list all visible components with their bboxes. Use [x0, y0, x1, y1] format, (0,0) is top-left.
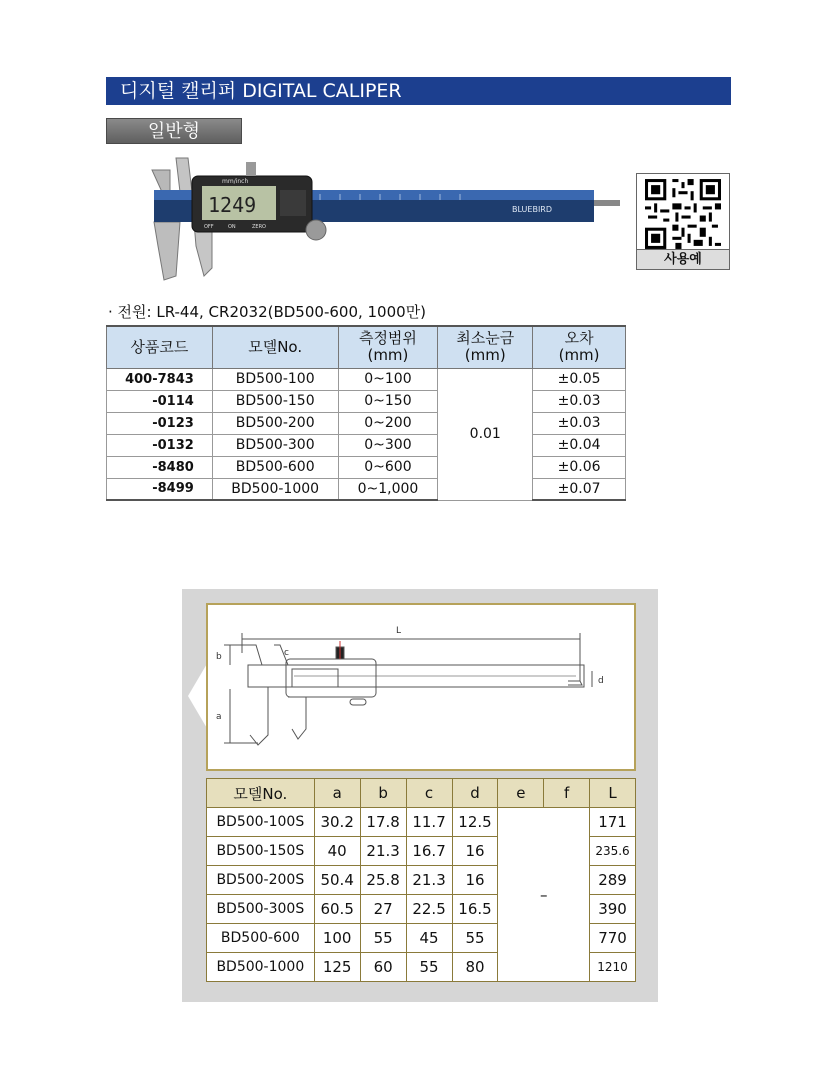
header-range: 측정범위 (mm) [338, 326, 438, 368]
dim-a: 100 [314, 924, 360, 953]
spec-table [106, 325, 626, 501]
tolerance: ±0.03 [533, 412, 626, 434]
measuring-range: 0~200 [338, 412, 438, 434]
on-label: ON [228, 224, 236, 230]
model-no: BD500-100 [212, 368, 338, 390]
table-row [107, 412, 626, 434]
zero-label: ZERO [252, 224, 266, 230]
dim-c: 11.7 [406, 808, 452, 837]
dim-d: 55 [452, 924, 498, 953]
category-tag: 일반형 [106, 118, 242, 144]
dim-a: 60.5 [314, 895, 360, 924]
product-code: -0132 [107, 434, 213, 456]
dim-d: 16.5 [452, 895, 498, 924]
qr-code-box[interactable] [636, 173, 730, 270]
dim-b: 27 [360, 895, 406, 924]
dim-b: 55 [360, 924, 406, 953]
spec-header-row [107, 326, 626, 368]
resolution-value: 0.01 [438, 368, 533, 500]
header-L: L [590, 779, 636, 808]
brand-label: BLUEBIRD [512, 205, 553, 214]
table-row [107, 390, 626, 412]
product-code: -8499 [107, 478, 213, 500]
tolerance: ±0.03 [533, 390, 626, 412]
model-no: BD500-600 [212, 456, 338, 478]
header-e: e [498, 779, 544, 808]
measuring-range: 0~600 [338, 456, 438, 478]
dim-L: 235.6 [590, 837, 636, 866]
model-no: BD500-1000 [212, 478, 338, 500]
dim-L: 770 [590, 924, 636, 953]
header-model: 모델No. [207, 779, 315, 808]
dim-a: 40 [314, 837, 360, 866]
dim-d: 16 [452, 866, 498, 895]
qr-code-icon [645, 179, 721, 249]
header-a: a [314, 779, 360, 808]
product-code: -0123 [107, 412, 213, 434]
header-d: d [452, 779, 498, 808]
dimension-table [206, 778, 636, 982]
product-code: -8480 [107, 456, 213, 478]
model-no: BD500-200 [212, 412, 338, 434]
dim-a: 50.4 [314, 866, 360, 895]
dim-c: 45 [406, 924, 452, 953]
table-row [107, 456, 626, 478]
label-b: b [216, 652, 222, 662]
measuring-range: 0~1,000 [338, 478, 438, 500]
dim-d: 80 [452, 953, 498, 982]
model-no: BD500-200S [207, 866, 315, 895]
dim-L: 289 [590, 866, 636, 895]
table-row [107, 434, 626, 456]
table-row [107, 368, 626, 390]
dim-ef: – [498, 808, 590, 982]
dim-d: 12.5 [452, 808, 498, 837]
header-f: f [544, 779, 590, 808]
product-code: -0114 [107, 390, 213, 412]
dim-c: 16.7 [406, 837, 452, 866]
dim-a: 30.2 [314, 808, 360, 837]
tolerance: ±0.06 [533, 456, 626, 478]
header-product-code: 상품코드 [107, 326, 213, 368]
model-no: BD500-600 [207, 924, 315, 953]
model-no: BD500-150 [212, 390, 338, 412]
dim-c: 22.5 [406, 895, 452, 924]
label-c: c [284, 648, 289, 658]
model-no: BD500-300 [212, 434, 338, 456]
dim-L: 390 [590, 895, 636, 924]
qr-label: 사용예 [637, 249, 729, 269]
caliper-line-drawing [208, 605, 634, 769]
caliper-image [140, 150, 630, 286]
model-no: BD500-150S [207, 837, 315, 866]
model-no: BD500-1000 [207, 953, 315, 982]
header-c: c [406, 779, 452, 808]
dimension-diagram [206, 603, 636, 771]
header-resolution: 최소눈금 (mm) [438, 326, 533, 368]
power-note: · 전원: LR-44, CR2032(BD500-600, 1000만) [108, 303, 427, 321]
dim-L: 171 [590, 808, 636, 837]
dim-d: 16 [452, 837, 498, 866]
dim-a: 125 [314, 953, 360, 982]
diagram-pointer [188, 662, 208, 730]
model-no: BD500-100S [207, 808, 315, 837]
tolerance: ±0.07 [533, 478, 626, 500]
off-label: OFF [204, 224, 214, 230]
table-row [207, 808, 636, 837]
product-code: 400-7843 [107, 368, 213, 390]
measuring-range: 0~100 [338, 368, 438, 390]
page-title: 디지털 캘리퍼 DIGITAL CALIPER [106, 77, 731, 105]
dim-b: 60 [360, 953, 406, 982]
label-d: d [598, 676, 604, 686]
label-a: a [216, 712, 222, 722]
dim-L: 1210 [590, 953, 636, 982]
dim-b: 21.3 [360, 837, 406, 866]
dim-c: 55 [406, 953, 452, 982]
tolerance: ±0.05 [533, 368, 626, 390]
dim-header-row [207, 779, 636, 808]
unit-label: mm/inch [222, 178, 249, 185]
tolerance: ±0.04 [533, 434, 626, 456]
measuring-range: 0~150 [338, 390, 438, 412]
label-L: L [396, 626, 402, 636]
dim-b: 17.8 [360, 808, 406, 837]
model-no: BD500-300S [207, 895, 315, 924]
header-b: b [360, 779, 406, 808]
measuring-range: 0~300 [338, 434, 438, 456]
header-tolerance: 오차 (mm) [533, 326, 626, 368]
table-row [107, 478, 626, 500]
display-reading: 1249 [208, 193, 257, 217]
dim-c: 21.3 [406, 866, 452, 895]
dim-b: 25.8 [360, 866, 406, 895]
header-model: 모델No. [212, 326, 338, 368]
